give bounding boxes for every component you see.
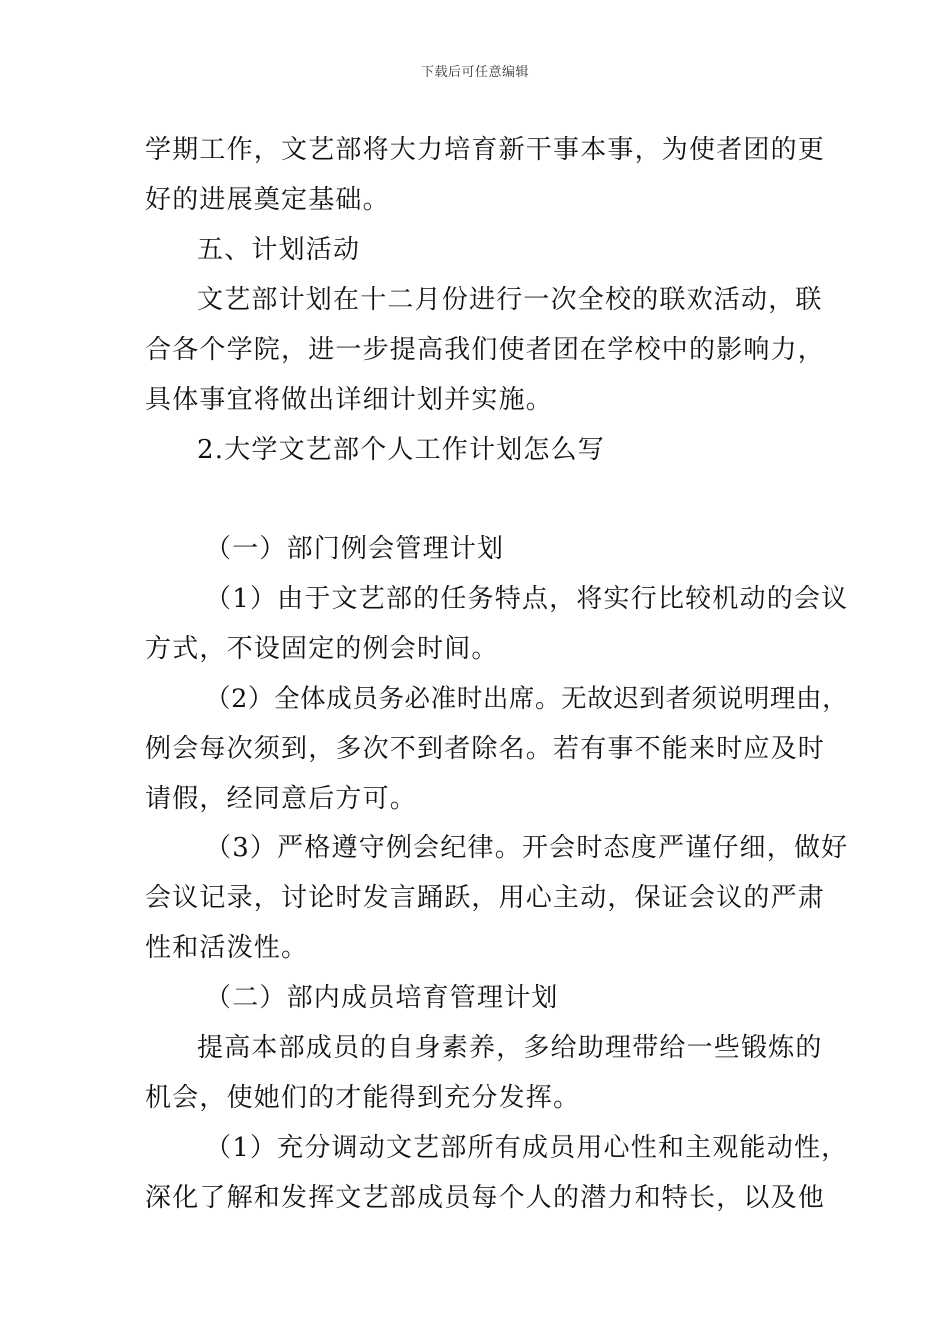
- text-line: （2）全体成员务必准时出席。无故迟到者须说明理由，: [205, 684, 849, 714]
- text-line: 请假，经同意后方可。: [145, 784, 418, 814]
- text-line: 方式，不设固定的例会时间。: [145, 634, 499, 664]
- text-line: 性和活泼性。: [145, 933, 309, 963]
- text-line: 合各个学院，进一步提高我们使者团在学校中的影响力，: [145, 335, 826, 365]
- text-line: （1）由于文艺部的任务特点，将实行比较机动的会议: [205, 584, 849, 614]
- text-line: 深化了解和发挥文艺部成员每个人的潜力和特长，以及他: [145, 1183, 826, 1213]
- text-line: （3）严格遵守例会纪律。开会时态度严谨仔细，做好: [205, 833, 849, 863]
- text-line: 文艺部计划在十二月份进行一次全校的联欢活动，联: [197, 285, 823, 315]
- text-line: 具体事宜将做出详细计划并实施。: [145, 385, 554, 415]
- text-line: （1）充分调动文艺部所有成员用心性和主观能动性，: [205, 1133, 849, 1163]
- text-line: 好的进展奠定基础。: [145, 185, 390, 215]
- text-line: 提高本部成员的自身素养，多给助理带给一些锻炼的: [197, 1033, 823, 1063]
- page-header: 下载后可任意编辑: [420, 65, 529, 80]
- section-heading: （一）部门例会管理计划: [205, 534, 505, 564]
- text-line: 会议记录，讨论时发言踊跃，用心主动，保证会议的严肃: [145, 883, 826, 913]
- text-line: 机会，使她们的才能得到充分发挥。: [145, 1083, 581, 1113]
- section-heading: （二）部内成员培育管理计划: [205, 983, 559, 1013]
- section-heading: 2.大学文艺部个人工作计划怎么写: [197, 435, 606, 465]
- section-heading: 五、计划活动: [197, 235, 361, 265]
- text-line: 学期工作，文艺部将大力培育新干事本事，为使者团的更: [145, 135, 826, 165]
- text-line: 例会每次须到，多次不到者除名。若有事不能来时应及时: [145, 734, 826, 764]
